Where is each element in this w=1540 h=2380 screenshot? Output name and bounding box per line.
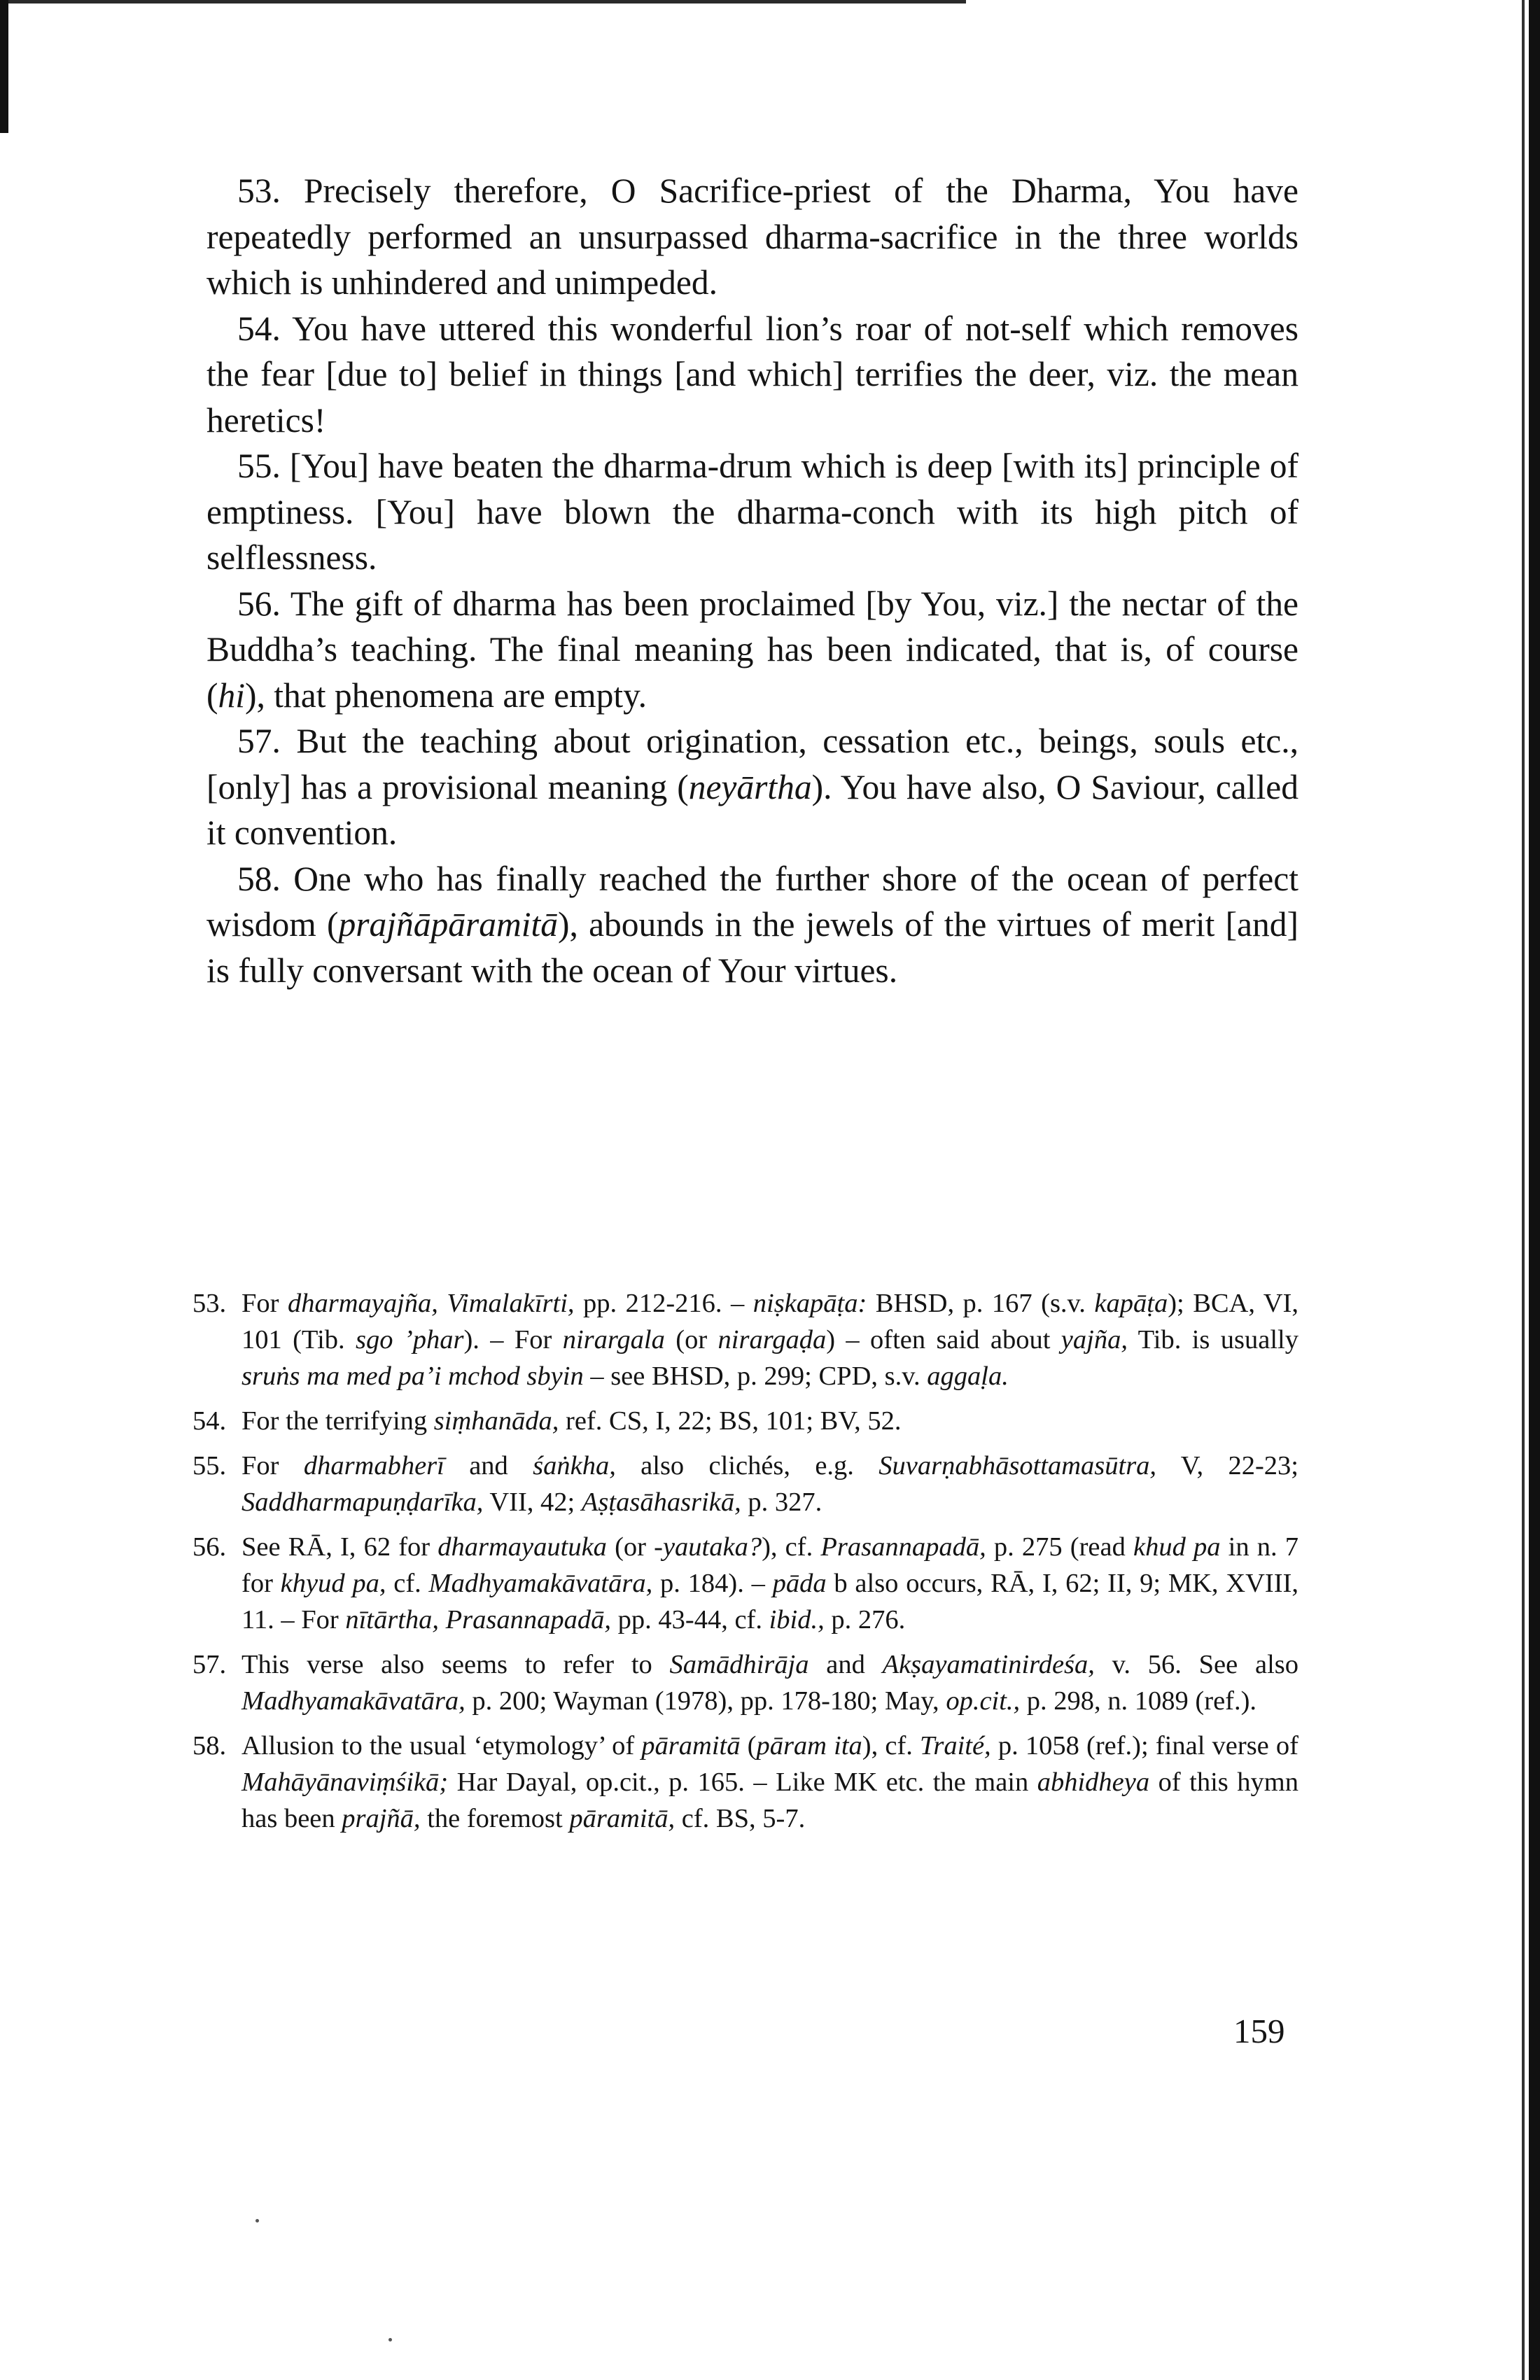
footnote-segment: p. 184). – (652, 1569, 773, 1598)
footnote-term: prajñā, (342, 1804, 421, 1833)
verse-text: [You] have beaten the dharma-drum which is deep [with its] principle of emptiness. [You] have blown the dharma-conch with its high pitch of selflessness. (206, 447, 1299, 577)
footnote-term: sruṅs ma med pa’i mchod sbyin (241, 1362, 584, 1391)
footnote-term: Prasannapadā, (820, 1532, 986, 1562)
footnote-segment: cf. BS, 5-7. (675, 1804, 806, 1833)
footnote-segment: ), cf. (762, 1532, 821, 1562)
verse-number: 58. (237, 859, 281, 898)
footnote-segment: – see BHSD, p. 299; CPD, s.v. (583, 1362, 927, 1391)
verse-term: prajñāpāramitā (338, 905, 559, 944)
footnote-term: nirargala (562, 1325, 665, 1354)
verse-number: 56. (237, 584, 281, 623)
footnote-text (241, 1403, 1298, 1439)
footnote-segment: in n. 7 for (241, 1532, 1298, 1598)
footnote-segment: also clichés, e.g. (615, 1451, 879, 1480)
footnote-term: dharmayautuka (438, 1532, 607, 1562)
footnote-term: nirargaḍa (718, 1325, 827, 1354)
verse-number: 55. (237, 447, 281, 485)
footnote-term: sgo ’phar (356, 1325, 464, 1354)
footnote-term: niṣkapāṭa: (752, 1289, 867, 1318)
verse-53 (206, 168, 1298, 306)
footnote-term: dharmabherī (303, 1451, 444, 1480)
footnote-term: Aṣṭasāhasrikā, (581, 1488, 741, 1517)
footnote-segment: p. 327. (741, 1488, 822, 1517)
footnote-term: pāda (772, 1569, 827, 1598)
footnote-segment: V, 22-23; (1156, 1451, 1299, 1480)
footnote-term: siṃhanāda, (433, 1406, 559, 1436)
verse-text: Precisely therefore, O Sacrifice-priest of the Dharma, You have repeatedly performed an unsurpassed dharma-sacrifice in the three worlds which is unhindered and unimpeded. (206, 172, 1298, 302)
footnote-segment: pp. 212-216. – (574, 1289, 753, 1318)
footnote-term: Traité, (920, 1731, 991, 1760)
scan-left-edge (0, 0, 8, 133)
footnote-56 (192, 1529, 1298, 1638)
footnote-term: Madhyamakāvatāra, (241, 1686, 465, 1716)
verse-56 (206, 581, 1298, 719)
footnote-term: Madhyamakāvatāra, (428, 1569, 653, 1598)
verse-58 (206, 856, 1298, 994)
footnote-segment: Har Dayal, op.cit., p. 165. – Like MK etc. the main (448, 1768, 1037, 1797)
footnote-text (241, 1448, 1298, 1520)
footnote-segment: p. 1058 (ref.); final verse of (990, 1731, 1298, 1760)
footnote-term: Samādhirāja (669, 1650, 809, 1679)
footnote-segment: BHSD, p. 167 (s.v. (867, 1289, 1095, 1318)
speck (255, 2219, 259, 2222)
footnote-text (241, 1529, 1298, 1638)
footnote-segment: VII, 42; (483, 1488, 582, 1517)
footnotes (192, 1285, 1298, 1845)
verse-text: You have uttered this wonderful lion’s roar of not-self which removes the fear [due to] belief in things [and which] terrifies the deer, viz. the mean heretics! (206, 309, 1298, 440)
scan-top-rule (0, 0, 966, 4)
footnote-term: nītārtha, Prasannapadā, (345, 1605, 611, 1634)
footnote-term: dharmayajña, Vimalakīrti, (287, 1289, 575, 1318)
verse-text: One who has finally reached the further shore of the ocean of perfect wisdom ( (206, 859, 1298, 944)
footnote-term: -yautaka? (654, 1532, 762, 1562)
footnote-segment: and (808, 1650, 883, 1679)
footnote-54 (192, 1403, 1298, 1439)
footnote-55 (192, 1448, 1298, 1520)
footnote-term: khyud pa, (280, 1569, 386, 1598)
footnote-segment: ( (740, 1731, 757, 1760)
footnote-segment: For (241, 1451, 304, 1480)
footnote-segment: p. 276. (824, 1605, 906, 1634)
footnote-term: khud pa (1133, 1532, 1221, 1562)
footnote-text (241, 1646, 1298, 1719)
footnote-segment: For the terrifying (241, 1406, 434, 1436)
footnote-segment: ) – often said about (826, 1325, 1061, 1354)
footnote-term: aggaḷa. (927, 1362, 1009, 1391)
footnote-number: 53. (192, 1289, 227, 1318)
footnote-53 (192, 1285, 1298, 1394)
footnote-segment: p. 200; Wayman (1978), pp. 178-180; May, (465, 1686, 946, 1716)
footnote-segment: cf. (386, 1569, 429, 1598)
footnote-number: 56. (192, 1532, 227, 1562)
footnote-segment: ); BCA, VI, 101 (Tib. (241, 1289, 1299, 1354)
page-number: 159 (1233, 2012, 1285, 2050)
footnote-segment: ), cf. (862, 1731, 920, 1760)
footnote-term: Suvarṇabhāsottamasūtra, (878, 1451, 1157, 1480)
footnote-segment: Allusion to the usual ‘etymology’ of (241, 1731, 642, 1760)
verse-term: hi (218, 676, 245, 715)
scan-right-edge (1529, 0, 1540, 2380)
footnote-segment: p. 275 (read (986, 1532, 1133, 1562)
footnote-segment: This verse also seems to refer to (241, 1650, 670, 1679)
footnote-term: kapāṭa (1094, 1289, 1168, 1318)
footnote-number: 54. (192, 1406, 227, 1436)
footnote-term: Mahāyānaviṃśikā; (241, 1768, 449, 1797)
footnote-number: 57. (192, 1650, 227, 1679)
scan-right-edge-line (1522, 0, 1525, 2380)
footnote-segment: pp. 43-44, cf. (611, 1605, 769, 1634)
verse-number: 54. (237, 309, 281, 348)
footnote-term: śaṅkha, (533, 1451, 616, 1480)
footnote-segment: See RĀ, I, 62 for (241, 1532, 438, 1562)
verse-text: ), abounds in the jewels of the virtues of merit [and] is fully conversant with the ocean of Your virtues. (206, 905, 1299, 990)
verse-text: ). You have also, O Saviour, called it convention. (206, 767, 1298, 852)
footnote-segment: of this hymn has been (241, 1768, 1298, 1833)
footnote-segment: ref. CS, I, 22; BS, 101; BV, 52. (559, 1406, 902, 1436)
footnote-term: yajña, (1060, 1325, 1128, 1354)
verse-57 (206, 718, 1298, 856)
footnote-segment: ). – For (463, 1325, 563, 1354)
footnote-term: pāram ita (756, 1731, 862, 1760)
footnote-segment: b also occurs, RĀ, I, 62; II, 9; MK, XVIII, 11. – For (241, 1569, 1298, 1634)
footnote-segment: Tib. is usually (1127, 1325, 1298, 1354)
footnote-term: pāramitā, (569, 1804, 676, 1833)
main-text (206, 168, 1298, 993)
footnote-58 (192, 1728, 1298, 1837)
footnote-number: 55. (192, 1451, 227, 1480)
footnote-segment: (or (606, 1532, 654, 1562)
verse-54 (206, 306, 1298, 444)
speck (388, 2338, 392, 2342)
footnote-term: op.cit., (946, 1686, 1021, 1716)
footnote-term: pāramitā (641, 1731, 741, 1760)
footnote-segment: the foremost (420, 1804, 570, 1833)
footnote-term: ibid., (769, 1605, 825, 1634)
footnote-segment: and (444, 1451, 533, 1480)
footnote-57 (192, 1646, 1298, 1719)
footnote-term: Akṣayamatinirdeśa, (882, 1650, 1095, 1679)
verse-term: neyārtha (688, 767, 812, 806)
footnote-term: abhidheya (1037, 1768, 1150, 1797)
footnote-number: 58. (192, 1731, 227, 1760)
verse-text: The gift of dharma has been proclaimed [by You, viz.] the nectar of the Buddha’s teaching. The final meaning has been indicated, that is, of course ( (206, 584, 1298, 715)
footnote-segment: (or (664, 1325, 718, 1354)
footnote-text (241, 1285, 1298, 1394)
footnote-text (241, 1728, 1298, 1837)
footnote-term: Saddharmapuṇḍarīka, (241, 1488, 484, 1517)
footnote-segment: v. 56. See also (1094, 1650, 1298, 1679)
footnote-segment: For (241, 1289, 288, 1318)
verse-55 (206, 443, 1298, 581)
verse-number: 53. (237, 172, 281, 210)
footnote-segment: p. 298, n. 1089 (ref.). (1020, 1686, 1257, 1716)
verse-text: ), that phenomena are empty. (245, 676, 648, 715)
verse-text: But the teaching about origination, cessation etc., beings, souls etc., [only] has a provisional meaning ( (206, 722, 1299, 806)
verse-number: 57. (237, 722, 281, 760)
